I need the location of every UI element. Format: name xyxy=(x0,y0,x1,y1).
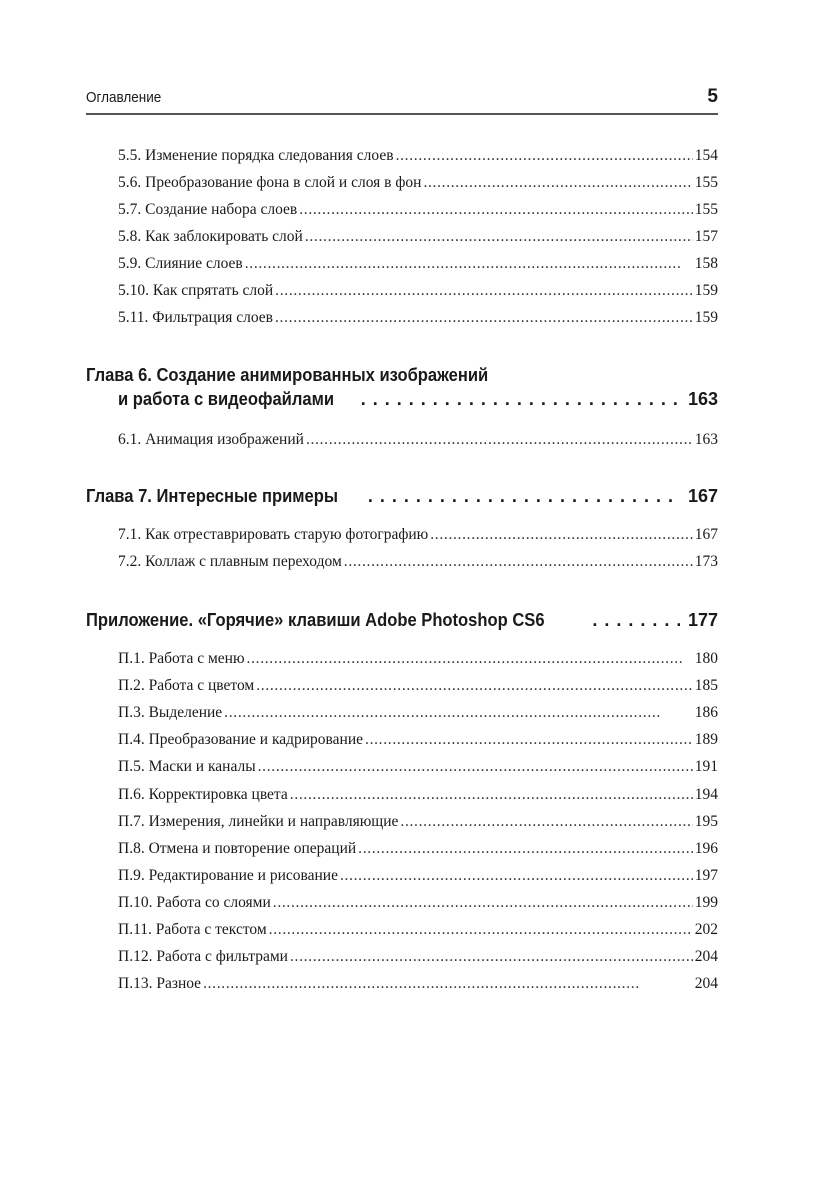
toc-entry[interactable] xyxy=(118,676,718,696)
toc-entry-title: П.10. Работа со слоями xyxy=(118,893,271,911)
toc-entry-title: П.3. Выделение xyxy=(118,704,223,722)
toc-entry-page: 204 xyxy=(694,975,718,993)
toc-entry-page: 196 xyxy=(694,839,718,857)
chapter-title: Глава 7. Интересные примеры xyxy=(86,486,338,506)
toc-entry-page: 159 xyxy=(694,282,718,299)
toc-entry[interactable] xyxy=(118,254,718,274)
toc-entry[interactable] xyxy=(118,920,718,940)
dot-leader xyxy=(275,308,693,328)
toc-entry-title: 5.9. Слияние слоев xyxy=(118,255,243,272)
toc-entry[interactable] xyxy=(118,947,718,967)
toc-entry-page: 199 xyxy=(694,893,718,911)
chapter-page: 167 xyxy=(687,486,718,506)
appendix-page: 177 xyxy=(687,610,718,630)
dot-leader xyxy=(290,785,693,805)
toc-entry-title: 5.8. Как заблокировать слой xyxy=(118,228,303,245)
toc-entry-page: 167 xyxy=(694,526,718,543)
running-title: Оглавление xyxy=(86,89,162,106)
toc-entry-page: 186 xyxy=(694,704,718,722)
toc-entry-page: 155 xyxy=(694,174,718,191)
toc-entry-title: П.11. Работа с текстом xyxy=(118,921,267,938)
toc-entry-title: 5.7. Создание набора слоев xyxy=(118,201,298,218)
toc-entry-page: 204 xyxy=(694,948,718,966)
toc-entry-title: 5.5. Изменение порядка следования слоев xyxy=(118,147,394,164)
dot-leader xyxy=(203,974,693,994)
toc-entry[interactable] xyxy=(118,308,718,328)
dot-leader xyxy=(258,757,693,777)
toc-entry-page: 185 xyxy=(694,677,718,695)
toc-entry-title: 7.1. Как отреставрировать старую фотографию xyxy=(118,526,429,543)
dot-leader xyxy=(344,552,693,572)
dot-leader xyxy=(269,920,693,940)
toc-entry-page: 194 xyxy=(694,785,718,803)
toc-entry[interactable] xyxy=(118,866,718,886)
toc-entry-title: П.6. Корректировка цвета xyxy=(118,785,288,803)
toc-entry-title: П.2. Работа с цветом xyxy=(118,677,255,695)
toc-entry-title: П.1. Работа с меню xyxy=(118,650,245,667)
dot-leader xyxy=(358,839,693,859)
toc-entry-page: 163 xyxy=(694,431,718,448)
dot-leader xyxy=(430,525,693,545)
toc-entry-page: 195 xyxy=(694,812,718,830)
dot-leader xyxy=(299,200,693,220)
toc-entry[interactable] xyxy=(118,812,718,832)
toc-entry-title: П.9. Редактирование и рисование xyxy=(118,866,338,884)
toc-entry-title: 5.6. Преобразование фона в слой и слоя в фон xyxy=(118,174,422,191)
toc-entry-title: 6.1. Анимация изображений xyxy=(118,431,304,448)
toc-entry[interactable] xyxy=(118,281,718,301)
chapter-7-heading[interactable] xyxy=(86,484,718,508)
dot-leader xyxy=(273,893,693,913)
toc-entry[interactable] xyxy=(118,227,718,247)
page-number: 5 xyxy=(707,86,718,107)
toc-entry-page: 202 xyxy=(694,921,718,938)
toc-entry-title: П.7. Измерения, линейки и направляющие xyxy=(118,812,399,830)
dot-leader xyxy=(340,866,693,886)
toc-entry-title: 5.11. Фильтрация слоев xyxy=(118,309,273,326)
toc-entry-page: 191 xyxy=(694,758,718,776)
toc-entry-page: 173 xyxy=(694,553,718,570)
toc-entry-title: П.4. Преобразование и кадрирование xyxy=(118,731,364,749)
toc-entry-page: 157 xyxy=(694,228,718,245)
chapter-title-line2: и работа с видеофайлами xyxy=(118,389,335,409)
toc-entry-page: 155 xyxy=(694,201,718,218)
toc-entry[interactable] xyxy=(118,703,718,723)
toc-entry-title: П.12. Работа с фильтрами xyxy=(118,948,288,966)
dot-leader xyxy=(275,281,693,301)
toc-entry[interactable] xyxy=(118,757,718,777)
toc-entry-title: П.8. Отмена и повторение операций xyxy=(118,839,357,857)
toc-entry[interactable] xyxy=(118,839,718,859)
toc-entry[interactable] xyxy=(118,430,718,450)
dot-leader xyxy=(256,676,693,696)
toc-entry-title: 7.2. Коллаж с плавным переходом xyxy=(118,553,342,570)
toc-entry[interactable] xyxy=(118,893,718,913)
toc-entry[interactable] xyxy=(118,525,718,545)
dot-leader xyxy=(423,173,692,193)
dot-leader xyxy=(245,254,693,274)
toc-entry[interactable] xyxy=(118,730,718,750)
toc-entry[interactable] xyxy=(118,200,718,220)
toc-entry[interactable] xyxy=(118,785,718,805)
toc-entry[interactable] xyxy=(118,146,718,166)
toc-entry-page: 197 xyxy=(694,866,718,884)
toc-entry-title: П.13. Разное xyxy=(118,975,202,993)
toc-entry-page: 158 xyxy=(694,255,718,272)
dot-leader xyxy=(400,812,692,832)
chapter-page: 163 xyxy=(687,389,718,409)
dot-leader xyxy=(361,387,680,411)
dot-leader xyxy=(396,146,693,166)
appendix-heading[interactable] xyxy=(86,608,718,632)
dot-leader xyxy=(290,947,693,967)
toc-entry[interactable] xyxy=(118,974,718,994)
dot-leader xyxy=(368,484,680,508)
toc-entry-page: 189 xyxy=(694,731,718,749)
toc-entry-title: 5.10. Как спрятать слой xyxy=(118,282,274,299)
dot-leader xyxy=(365,730,693,750)
toc-entry[interactable] xyxy=(118,552,718,572)
dot-leader xyxy=(247,649,693,669)
toc-entry[interactable] xyxy=(118,173,718,193)
toc-entry-page: 180 xyxy=(694,650,718,667)
running-header xyxy=(86,86,718,115)
toc-entry[interactable] xyxy=(118,649,718,669)
dot-leader xyxy=(306,430,693,450)
dot-leader xyxy=(592,608,680,632)
appendix-title: Приложение. «Горячие» клавиши Adobe Photoshop CS6 xyxy=(86,610,545,630)
toc-entry-page: 159 xyxy=(694,309,718,326)
toc-entry-title: П.5. Маски и каналы xyxy=(118,758,256,776)
chapter-6-heading[interactable] xyxy=(86,363,718,411)
dot-leader xyxy=(224,703,693,723)
dot-leader xyxy=(305,227,693,247)
toc-entry-page: 154 xyxy=(694,147,718,164)
chapter-title-line1: Глава 6. Создание анимированных изображений xyxy=(86,365,489,385)
